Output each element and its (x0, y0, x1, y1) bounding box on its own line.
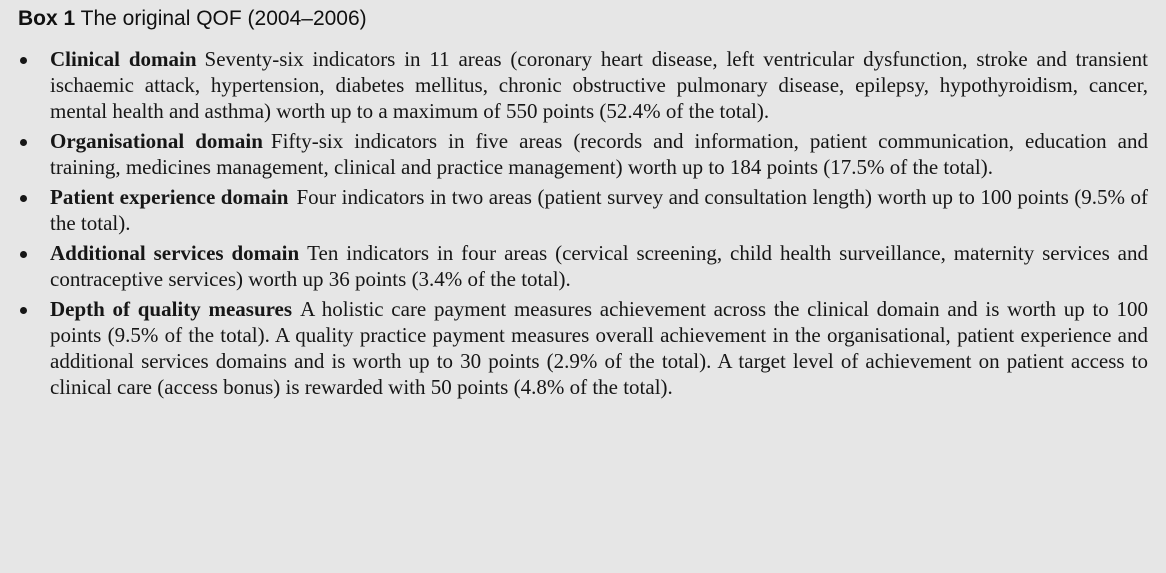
item-term: Additional services domain (50, 241, 300, 265)
list-item-organisational-domain (18, 128, 1148, 180)
list-item-clinical-domain (18, 46, 1148, 124)
list-item-patient-experience-domain (18, 184, 1148, 236)
item-term: Depth of quality measures (50, 297, 293, 321)
list-item-depth-of-quality-measures (18, 296, 1148, 400)
bullet-icon (20, 57, 27, 64)
box-label: Box 1 (18, 7, 76, 30)
bullet-icon (20, 195, 27, 202)
item-text: Seventy-six indicators in 11 areas (coronary heart disease, left ventricular dysfunction, stroke and transient ischaemic attack, hypertension, diabetes mellitus, chronic obstructive pulmonary disease, epilepsy, hypothyroidism, cancer, mental health and asthma) worth up to a maximum of 550 points (52.4% of the total). (50, 47, 1148, 123)
item-term: Patient experience domain (50, 185, 289, 209)
bullet-icon (20, 139, 27, 146)
item-text: Ten indicators in four areas (cervical screening, child health surveillance, maternity services and contraceptive services) worth up 36 points (3.4% of the total). (50, 241, 1148, 291)
bullet-icon (20, 307, 27, 314)
item-term: Clinical domain (50, 47, 197, 71)
box-caption: The original QOF (2004–2006) (80, 7, 367, 30)
item-term: Organisational domain (50, 129, 263, 153)
bullet-icon (20, 251, 27, 258)
box-title (18, 6, 1148, 32)
item-text: Fifty-six indicators in five areas (records and information, patient communication, education and training, medicines management, clinical and practice management) worth up to 184 points (17.5% of the total). (50, 129, 1148, 179)
item-text: A holistic care payment measures achievement across the clinical domain and is worth up to 100 points (9.5% of the total). A quality practice payment measures overall achievement in the organisational, patient experience and additional services domains and is worth up to 30 points (2.9% of the total). A target level of achievement on patient access to clinical care (access bonus) is rewarded with 50 points (4.8% of the total). (50, 297, 1148, 399)
item-text: Four indicators in two areas (patient survey and consultation length) worth up to 100 points (9.5% of the total). (50, 185, 1148, 235)
list-item-additional-services-domain (18, 240, 1148, 292)
bullet-list (18, 46, 1148, 400)
